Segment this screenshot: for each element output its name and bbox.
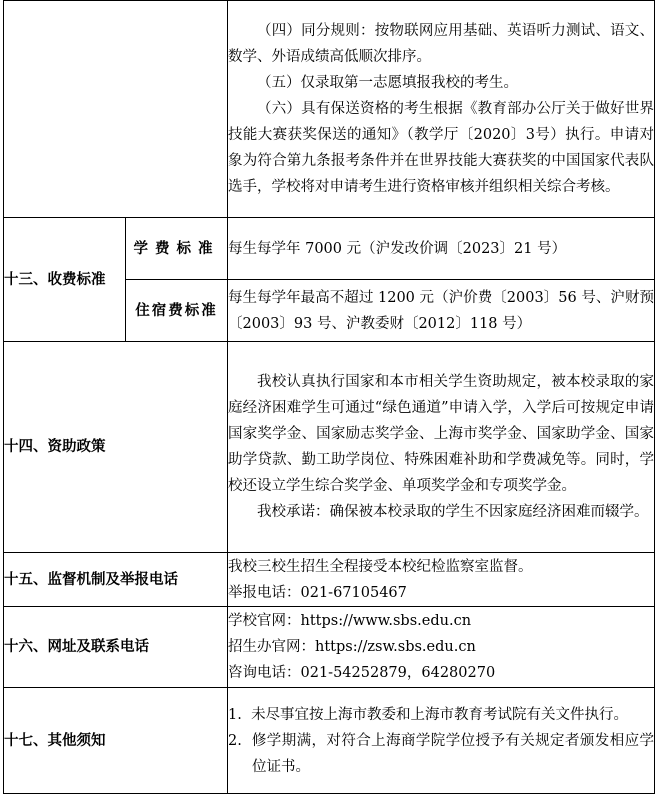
contact-section-label: 十六、网址及联系电话 <box>4 607 228 688</box>
aid-row <box>4 342 655 553</box>
rule-tie-break: （四）同分规则：按物联网应用基础、英语听力测试、语文、数学、外语成绩高低顺次排序。 <box>228 23 654 65</box>
aid-section-label: 十四、资助政策 <box>4 342 228 553</box>
admission-rules-blank-cell <box>4 1 228 218</box>
supervision-statement: 我校三校生招生全程接受本校纪检监察室监督。 <box>228 558 533 575</box>
note-number: 2. <box>228 732 242 749</box>
note-item <box>228 728 654 780</box>
school-website: 学校官网：https://www.sbs.edu.cn <box>228 613 472 629</box>
rule-recommendation: （六）具有保送资格的考生根据《教育部办公厅关于做好世界技能大赛获奖保送的通知》（教学厅〔2020〕3号）执行。申请对象为符合第九条报考条件并在世界技能大赛获奖的中国国家代表队选手，学校将对申请考生进行资格审核并组织相关综合考核。 <box>228 101 654 195</box>
note-number: 1. <box>228 706 242 723</box>
report-phone: 举报电话：021-67105467 <box>228 584 407 601</box>
note-text: 未尽事宜按上海市教委和上海市教育考试院有关文件执行。 <box>251 706 629 723</box>
aid-cell <box>228 342 655 553</box>
admission-rules-cell <box>228 1 655 218</box>
admissions-website: 招生办官网：https://zsw.sbs.edu.cn <box>228 639 476 655</box>
aid-policy-paragraph: 我校认真执行国家和本市相关学生资助规定，被本校录取的家庭经济困难学生可通过“绿色通道”申请入学，入学后可按规定申请国家奖学金、国家励志奖学金、上海市奖学金、国家助学金、国家助学贷款、勤工助学岗位、特殊困难补助和学费减免等。同时，学校还设立学生综合奖学金、单项奖学金和专项奖学金。 <box>228 374 654 494</box>
contact-row <box>4 607 655 688</box>
supervision-section-label: 十五、监督机制及举报电话 <box>4 553 228 607</box>
admission-rules-row <box>4 1 655 218</box>
supervision-row <box>4 553 655 607</box>
note-text: 修学期满，对符合上海商学院学位授予有关规定者颁发相应学位证书。 <box>251 732 655 775</box>
tuition-row <box>4 218 655 280</box>
fees-section-label: 十三、收费标准 <box>4 218 126 342</box>
notes-section-label: 十七、其他须知 <box>4 688 228 794</box>
aid-commitment-paragraph: 我校承诺：确保被本校录取的学生不因家庭经济困难而辍学。 <box>257 504 649 520</box>
notes-row <box>4 688 655 794</box>
notes-cell <box>228 688 655 794</box>
rule-first-choice: （五）仅录取第一志愿填报我校的考生。 <box>257 75 518 91</box>
supervision-cell <box>228 553 655 607</box>
admissions-info-table <box>3 0 655 794</box>
lodging-value: 每生每学年最高不超过 1200 元（沪价费〔2003〕56 号、沪财预〔2003〕93 号、沪教委财〔2012〕118 号） <box>228 280 655 342</box>
tuition-label: 学费标准 <box>126 218 228 280</box>
inquiry-phone: 咨询电话：021-54252879，64280270 <box>228 665 496 681</box>
lodging-label: 住宿费标准 <box>126 280 228 342</box>
tuition-value: 每生每学年 7000 元（沪发改价调〔2023〕21 号） <box>228 218 655 280</box>
contact-cell <box>228 607 655 688</box>
note-item <box>228 702 654 728</box>
